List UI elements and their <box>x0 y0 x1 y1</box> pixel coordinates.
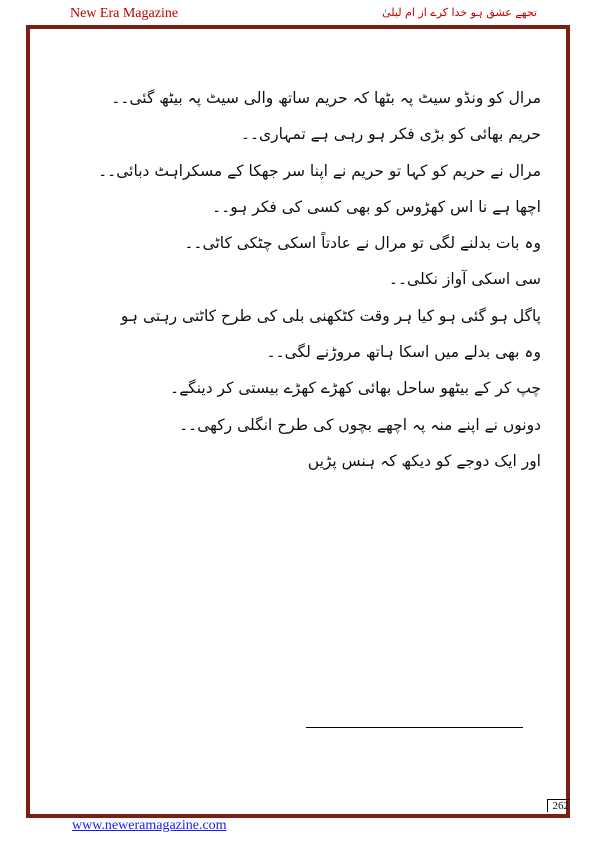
story-line: دونوں نے اپنے منہ پہ اچھے بچوں کی طرح انگلی رکھی۔۔ <box>179 415 541 434</box>
website-link[interactable]: www.neweramagazine.com <box>72 818 227 833</box>
page-number: 262 <box>547 799 569 812</box>
story-line: اچھا ہے نا اس کھڑوس کو بھی کسی کی فکر ہو۔۔ <box>212 197 541 216</box>
story-line: اور ایک دوجے کو دیکھ کہ ہنس پڑیں <box>307 451 541 470</box>
story-body <box>98 80 541 479</box>
story-line: مرال نے حریم کو کہا تو حریم نے اپنا سر جھکا کے مسکراہٹ دبائی۔۔ <box>98 161 541 180</box>
section-divider <box>306 727 523 728</box>
story-line: سی اسکی آواز نکلی۔۔ <box>388 270 541 289</box>
story-title: تجھے عشق ہو خدا کرے از ام لیلیٰ <box>382 6 537 19</box>
story-line: وہ بات بدلنے لگی تو مرال نے عادتاً اسکی چٹکی کاٹی۔۔ <box>184 234 541 253</box>
story-line: پاگل ہو گئی ہو کیا ہر وقت کٹکھنی بلی کی طرح کاٹتی رہتی ہو <box>120 306 541 325</box>
story-line: حریم بھائی کو بڑی فکر ہو رہی ہے تمہاری۔۔ <box>240 125 541 144</box>
story-line: چپ کر کے بیٹھو ساحل بھائی کھڑے کھڑے بیستی کر دینگے۔ <box>169 379 541 398</box>
magazine-name: New Era Magazine <box>70 6 179 21</box>
story-line: مرال کو ونڈو سیٹ پہ بٹھا کہ حریم ساتھ والی سیٹ پہ بیٹھ گئی۔۔ <box>111 89 541 107</box>
story-line: وہ بھی بدلے میں اسکا ہاتھ مروڑنے لگی۔۔ <box>266 343 541 362</box>
